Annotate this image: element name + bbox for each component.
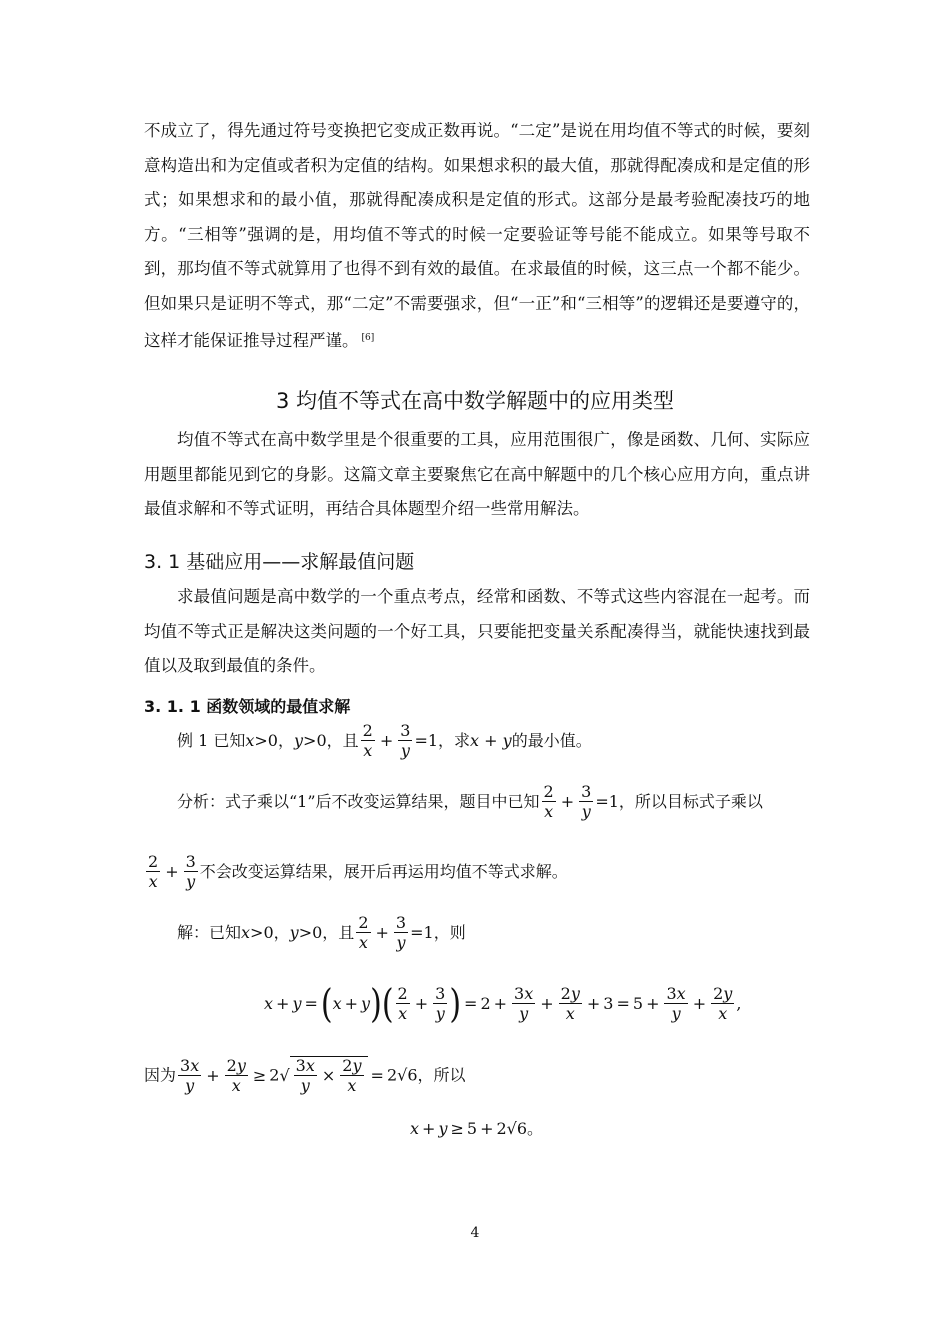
display-equation: x + y = (x + y)( $\frac{2}{x}$ + $\frac{3}{y}$ ) = 2 + $\frac{3x}{y}$ + $\frac{2y}{x}$ + 3 = 5 + $\frac{3x}{y}$ + $\frac{2y}{x}$ , [264,981,742,1028]
paragraph-extremum-intro: 求最值问题是高中数学的一个重点考点，经常和函数、不等式这些内容混在一起考。而均值不等式正是解决这类问题的一个好工具，只要能把变量关系配凑得当，就能快速找到最值以及取到最值的条件。 [144,587,810,675]
solution-line: 解：已知x>0，y>0，且 $\frac{2}{x}$ + $\frac{3}{y}$ =1，则 [177,913,466,952]
subsubsection-title: 3. 1. 1 函数领域的最值求解 [144,697,351,716]
example-1: 例 1 已知x>0，y>0，且 $\frac{2}{x}$ + $\frac{3}{y}$ =1，求x + y的最小值。 [177,721,592,760]
citation-ref: [6] [361,333,375,343]
section-title: 3 均值不等式在高中数学解题中的应用类型 [275,389,675,413]
inequality-line: 因为 $\frac{3x}{y}$ + $\frac{2y}{x}$ ≥ 2√ $\frac{3x}{y}$ × $\frac{2y}{x}$ = 2√6，所以 [144,1055,466,1095]
paragraph-section-intro: 均值不等式在高中数学里是个很重要的工具，应用范围很广，像是函数、几何、实际应用题里都能见到它的身影。这篇文章主要聚焦它在高中解题中的几个核心应用方向，重点讲最值求解和不等式证明，再结合具体题型介绍一些常用解法。 [144,430,810,518]
analysis-line-1: 分析：式子乘以“1”后不改变运算结果，题目中已知 $\frac{2}{x}$ + $\frac{3}{y}$ =1，所以目标式子乘以 [177,782,763,821]
page-number: 4 [470,1225,480,1241]
subsection-title: 3. 1 基础应用——求解最值问题 [144,551,415,573]
final-result: x + y ≥ 5 + 2√6。 [410,1119,544,1138]
analysis-line-2: $\frac{2}{x}$ + $\frac{3}{y}$ 不会改变运算结果，展开后再运用均值不等式求解。 [148,852,568,891]
paragraph-three-principles: 不成立了，得先通过符号变换把它变成正数再说。“二定”是说在用均值不等式的时候，要刻意构造出和为定值或者积为定值的结构。如果想求积的最大值，那就得配凑成和是定值的形式；如果想求和的最小值，那就得配凑成积是定值的形式。这部分是最考验配凑技巧的地方。“三相等”强调的是，用均值不等式的时候一定要验证等号能不能成立。如果等号取不到，那均值不等式就算用了也得不到有效的最值。在求最值的时候，这三点一个都不能少。但如果只是证明不等式，那“二定”不需要强求，但“一正”和“三相等”的逻辑还是要遵守的，这样才能保证推导过程严谨。 [6] [144,121,810,350]
